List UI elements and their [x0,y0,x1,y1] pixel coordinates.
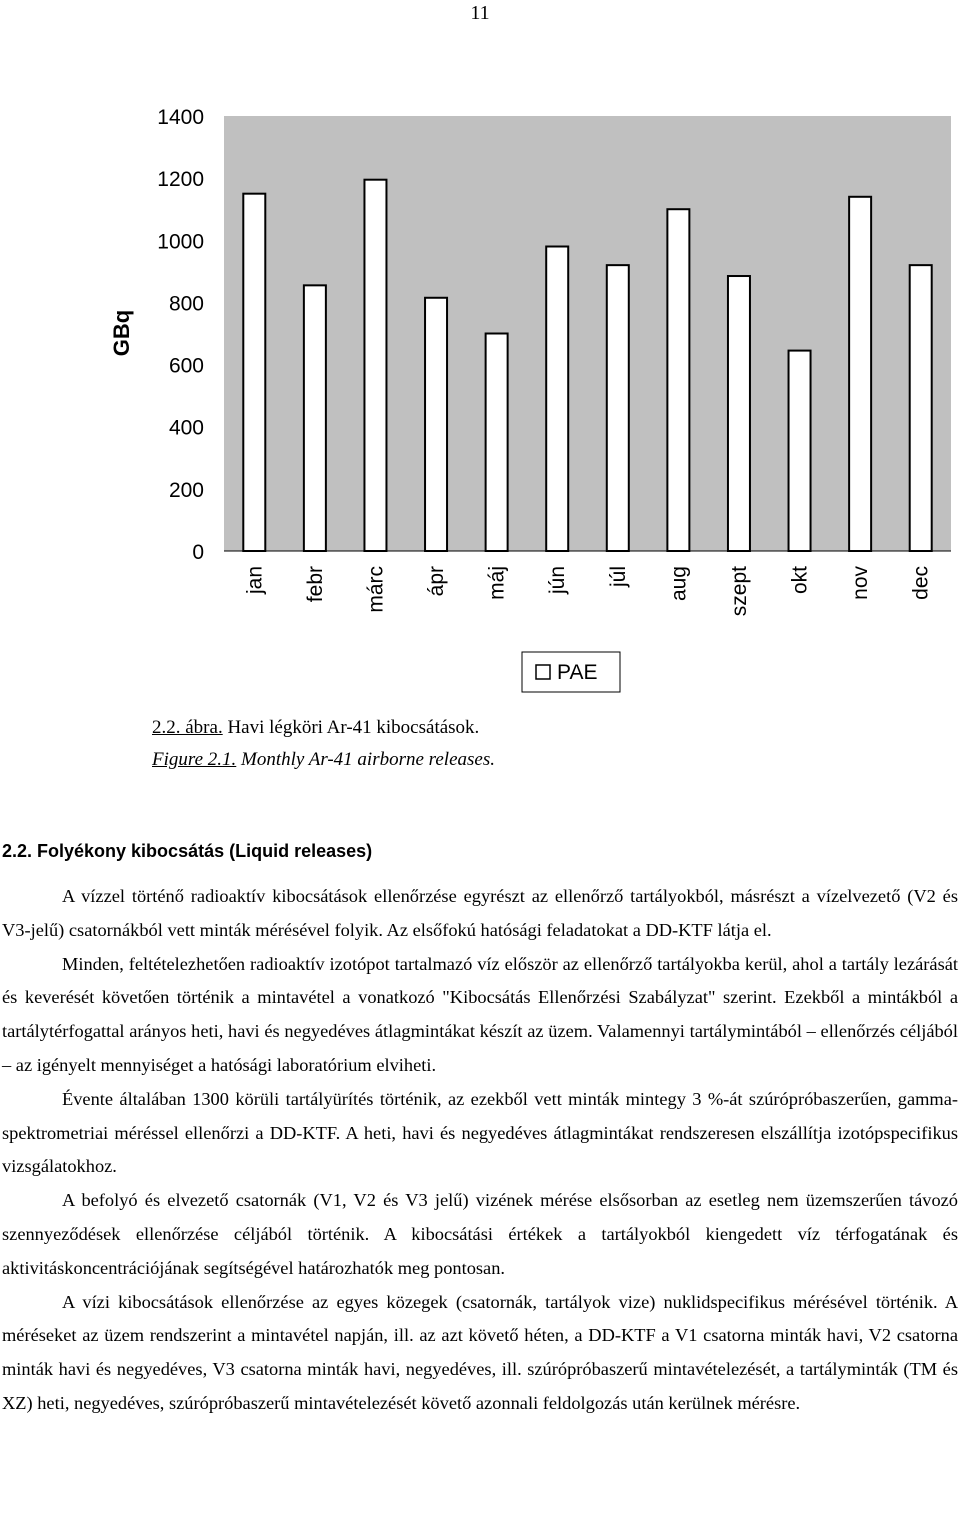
y-tick-label: 800 [168,292,204,316]
bar-chart [0,0,960,700]
bar-jún [546,247,568,552]
section-heading: 2.2. Folyékony kibocsátás (Liquid releases) [2,841,373,861]
y-tick-label: 0 [192,541,204,564]
paragraph: A vízzel történő radioaktív kibocsátások ellenőrzése egyrészt az ellenőrző tartályokból, másrészt a vízelvezető (V2 és V3-jelű) csatornákból vett minták mérésével folyik. Az elsőfokú hatósági feladatokat a DD-KTF látja el. [2,886,958,940]
paragraph: Évente általában 1300 körüli tartályürítés történik, az ezekből vett minták mintegy 3 %-át szúrópróbaszerűen, gamma-spektrometriai méréssel ellenőrzi a DD-KTF. A heti, havi és negyedéves átlagmintákat rendszeresen elszállítja izotópspecifikus vizsgálatokhoz. [2,1088,958,1177]
x-tick-label: jún [546,566,570,595]
plot-area [224,116,951,551]
x-tick-label: szept [727,566,751,617]
y-tick-label: 1000 [157,230,204,254]
bar-ápr [425,298,447,551]
x-tick-label: okt [788,566,812,595]
bar-júl [607,265,629,551]
x-tick-label: júl [606,566,630,588]
legend-label: PAE [557,661,598,684]
x-tick-label: jan [243,566,267,595]
y-tick-label: 1400 [157,106,204,129]
body-text [2,880,958,1421]
caption-en-label: Figure 2.1. [152,749,237,770]
bar-aug [667,209,689,551]
x-tick-label: máj [485,566,509,600]
x-tick-label: aug [667,566,691,602]
caption-hu-label: 2.2. ábra. [152,717,223,738]
bar-máj [486,334,508,552]
figure-caption [152,712,495,776]
legend-swatch [536,665,550,679]
paragraph: Minden, feltételezhetően radioaktív izotópot tartalmazó víz először az ellenőrző tartályokba kerül, ahol a tartály lezárását és keverését követően történik a mintavétel a vonatkozó "Kibocsátás Ellenőrzési Szabályzat" szerint. Ezekből a mintákból a tartálytérfogattal arányos heti, havi és negyedéves átlagmintákat készít az üzem. Valamennyi tartálymintából – ellenőrzés céljából – az igényelt mennyiséget a hatósági laboratórium elviheti. [2,953,958,1075]
page-number: 11 [470,2,490,24]
y-tick-label: 1200 [157,168,204,192]
x-tick-label: dec [909,566,933,600]
caption-hu-text: Havi légköri Ar-41 kibocsátások. [222,717,480,738]
bar-dec [910,265,932,551]
bar-okt [789,351,811,551]
legend [522,652,620,692]
y-tick-label: 200 [168,478,204,502]
x-tick-label: ápr [425,566,449,597]
bar-szept [728,276,750,551]
paragraph: A befolyó és elvezető csatornák (V1, V2 és V3 jelű) vizének mérése elsősorban az esetleg nem üzemszerűen távozó szennyeződések ellenőrzése céljából történik. A kibocsátási értékek a tartályokból kiengedett víz térfogatának és aktivitáskoncentrációjának segítségével határozhatók meg pontosan. [2,1190,958,1278]
y-tick-label: 600 [168,354,204,378]
x-tick-label: nov [849,566,873,600]
x-tick-label: febr [303,566,327,603]
y-axis-label: GBq [109,309,134,357]
x-tick-label: márc [364,566,388,613]
caption-english [152,744,495,776]
bar-nov [849,197,871,551]
caption-hungarian [152,712,495,744]
paragraph: A vízi kibocsátások ellenőrzése az egyes közegek (csatornák, tartályok vize) nuklidspecifikus mérésével történik. A méréseket az üzem rendszerint a mintavétel napján, ill. az azt követő héten, a DD-KTF a V1 csatorna minták havi, V2 csatorna minták havi és negyedéves, V3 csatorna minták havi, negyedéves, ill. szúrópróbaszerű mintavételezését, a tartályminták (TM és XZ) heti, negyedéves, szúrópróbaszerű mintavételezését követő azonnali feldolgozás után kerülnek mérésre. [2,1291,958,1413]
bar-febr [304,285,326,551]
y-tick-label: 400 [168,416,204,440]
bar-márc [364,180,386,551]
bar-jan [243,194,265,551]
caption-en-text: Monthly Ar-41 airborne releases. [236,749,495,770]
